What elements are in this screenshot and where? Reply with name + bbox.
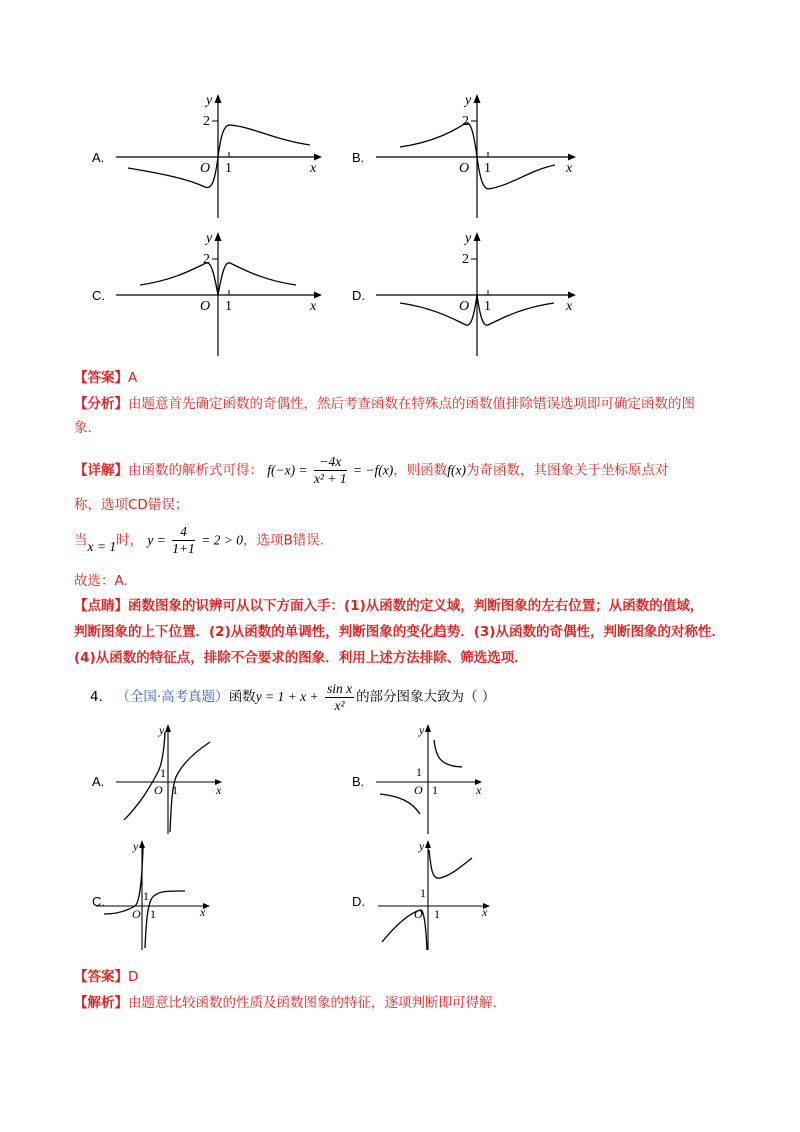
q4-source: （全国·高考真题） [116, 689, 229, 705]
svg-text:1: 1 [172, 783, 178, 797]
svg-text:1: 1 [160, 766, 166, 780]
svg-text:2: 2 [462, 114, 469, 129]
q3-graph-c [90, 228, 330, 358]
svg-text:A.: A. [92, 774, 105, 789]
svg-text:y: y [206, 93, 213, 108]
svg-text:1: 1 [225, 161, 232, 176]
svg-text:O: O [414, 907, 423, 921]
detail-lhs: f(−x) = [267, 462, 308, 478]
svg-text:2: 2 [203, 252, 210, 267]
q4-answer-value: D [128, 969, 139, 985]
svg-text:B.: B. [352, 774, 365, 789]
svg-text:y: y [419, 839, 425, 853]
svg-text:x: x [310, 299, 317, 314]
svg-text:O: O [200, 161, 211, 176]
svg-text:O: O [200, 299, 211, 314]
q4-answer-line: 【答案】D [74, 969, 139, 985]
svg-text:C.: C. [92, 894, 105, 909]
q3-analysis-line-1 [74, 394, 695, 414]
svg-text:y: y [206, 231, 213, 246]
q3-choose-line: 故选：A. [74, 573, 128, 589]
q3-tip-line-3: (4)从函数的特征点，排除不合要求的图象．利用上述方法排除、筛选选项． [74, 650, 528, 666]
analysis-tag: 【分析】 [74, 396, 128, 412]
svg-text:O: O [414, 783, 423, 797]
q3-option-b-label: B. [352, 150, 365, 165]
q4-number: 4． [90, 689, 113, 705]
tip-tag: 【点睛】 [74, 598, 128, 614]
detail-fraction: $\frac{-4x}{\text{x² + 1}}$ [313, 454, 347, 486]
svg-text:1: 1 [432, 783, 438, 797]
svg-text:1: 1 [484, 299, 491, 314]
q3-option-d-label: D. [352, 288, 365, 303]
answer-value: A [128, 370, 138, 386]
detail-tag: 【详解】 [74, 462, 128, 479]
svg-text:1: 1 [420, 886, 426, 900]
q4-graph-d [350, 838, 490, 953]
q4-analysis-line: 【解析】由题意比较函数的性质及函数图象的特征，逐项判断即可得解. [74, 995, 497, 1011]
q3-option-a-label: A. [92, 150, 105, 165]
q4-graph-b [350, 722, 490, 837]
svg-text:1: 1 [225, 299, 232, 314]
q4-graph-c [90, 838, 230, 953]
svg-text:x: x [310, 161, 317, 176]
q3-option-c-label: C. [92, 288, 105, 303]
svg-text:1: 1 [484, 161, 491, 176]
svg-text:O: O [132, 907, 141, 921]
svg-text:x: x [200, 905, 206, 919]
svg-text:1: 1 [143, 889, 149, 903]
svg-text:O: O [459, 299, 470, 314]
svg-text:y: y [465, 231, 472, 246]
svg-text:2: 2 [462, 252, 469, 267]
svg-text:x: x [566, 161, 573, 176]
q3-answer-line [74, 368, 137, 388]
answer-tag: 【答案】 [74, 370, 128, 386]
svg-text:y: y [465, 93, 472, 108]
q3-tip-line-2: 判断图象的上下位置．(2)从函数的单调性，判断图象的变化趋势．(3)从函数的奇偶性，判断图象的对称性． [74, 624, 725, 640]
q4-fraction: $\frac{\text{sin x}}{\text{x²}}$ [326, 680, 353, 713]
q4-stem: 4． （全国·高考真题）函数y = 1 + x + $\frac{\text{sin x}}{\text{x²}}$ 的部分图象大致为（ ） [90, 680, 496, 713]
q3-detail-line-2: 称，选项CD错误； [74, 497, 189, 513]
q3-graph-b [350, 90, 590, 220]
svg-text:2: 2 [203, 114, 210, 129]
svg-text:O: O [154, 783, 163, 797]
analysis-text: 由题意首先确定函数的奇偶性，然后考查函数在特殊点的函数值排除错误选项即可确定函数的图 [128, 396, 695, 412]
svg-text:x: x [216, 783, 222, 797]
svg-text:1: 1 [150, 907, 156, 921]
q3-when-line: 当x = 1时， y = $\frac{4}{1+1}$ = 2 > 0，选项B错误. [74, 524, 325, 556]
q3-analysis-line-2: 象. [74, 420, 92, 436]
q3-graph-a [90, 90, 330, 220]
when-fraction: $\frac{4}{1+1}$ [172, 524, 195, 556]
svg-text:x: x [566, 299, 573, 314]
q3-graph-d [350, 228, 590, 358]
q3-detail-line-1: 【详解】由函数的解析式可得： f(−x) = $\frac{-4x}{\text{x² + 1}}$ = −f(x)，则函数f(x)为奇函数，其图象关于坐标原点对 [74, 454, 669, 486]
q3-tip-line-1: 【点睛】函数图象的识辨可从以下方面入手：(1)从函数的定义域，判断图象的左右位置；从函数的值域， [74, 598, 704, 614]
q4-graph-a [90, 722, 230, 837]
svg-text:y: y [133, 839, 139, 853]
svg-text:1: 1 [434, 907, 440, 921]
svg-text:x: x [476, 783, 482, 797]
svg-text:x: x [482, 905, 488, 919]
svg-text:1: 1 [416, 765, 422, 779]
svg-text:y: y [419, 723, 425, 737]
svg-text:D.: D. [352, 894, 365, 909]
svg-text:y: y [159, 723, 165, 737]
svg-text:O: O [459, 161, 470, 176]
